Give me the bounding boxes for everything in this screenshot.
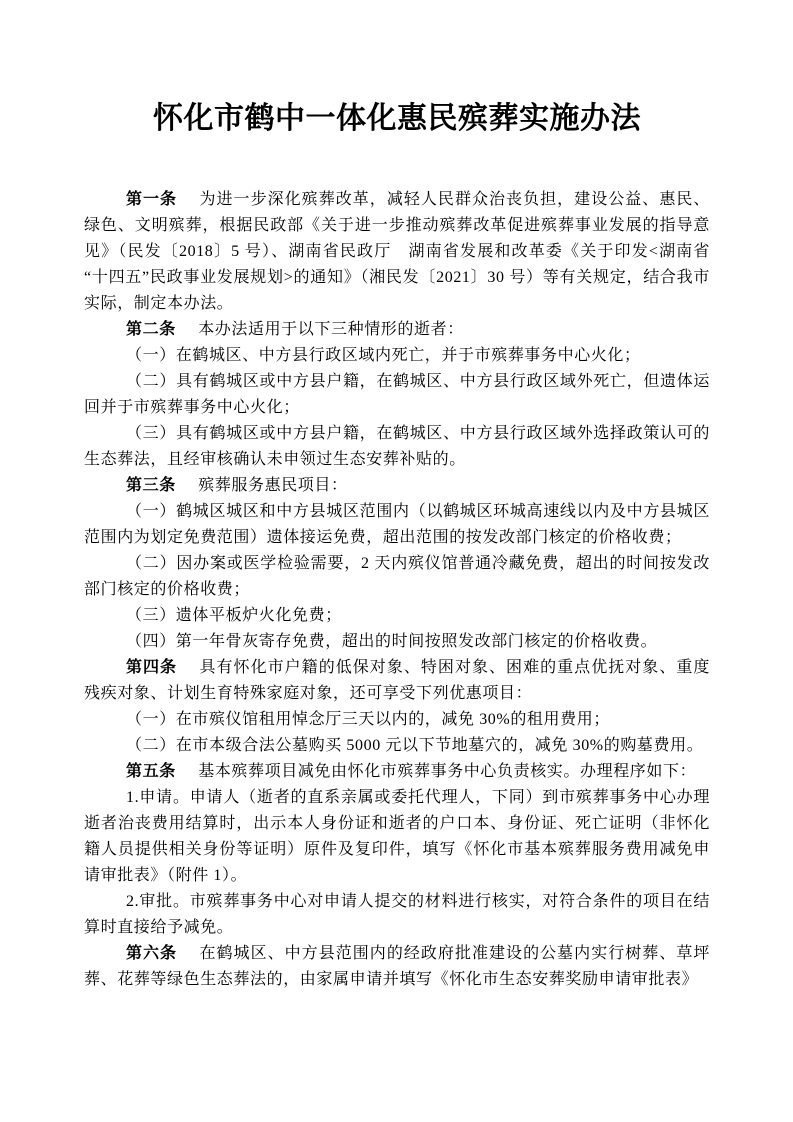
paragraph-text: （二）因办案或医学检验需要，2 天内殡仪馆普通冷藏免费，超出的时间按发改部门核定的价格收费； [84,555,710,598]
article-3-number: 第三条 [126,477,176,494]
article-6-paragraph [84,941,710,993]
paragraph-text: 2.审批。市殡葬事务中心对申请人提交的材料进行核实，对符合条件的项目在结算时直接给予减免。 [84,893,710,936]
paragraph-text: （一）在市殡仪馆租用悼念厅三天以内的，减免 30%的租用费用； [126,711,610,728]
article-2-item-2 [84,369,710,421]
article-4-item-2 [84,733,710,759]
article-2-item-1 [84,343,710,369]
article-3-item-3 [84,603,710,629]
article-5-number: 第五条 [126,763,176,780]
paragraph-text: （三）遗体平板炉火化免费； [126,607,342,624]
article-4-number: 第四条 [126,659,178,676]
paragraph-text: （四）第一年骨灰寄存免费，超出的时间按照发改部门核定的价格收费。 [126,633,658,650]
article-5-step-1 [84,785,710,889]
paragraph-text: （一）鹤城区城区和中方县城区范围内（以鹤城区环城高速线以内及中方县城区范围内为划定免费范围）遗体接运免费，超出范围的按发改部门核定的价格收费； [84,503,710,546]
article-2-item-3 [84,421,710,473]
paragraph-text: （二）在市本级合法公墓购买 5000 元以下节地墓穴的，减免 30%的购墓费用。 [126,737,704,754]
paragraph-text: 在鹤城区、中方县范围内的经政府批准建设的公墓内实行树葬、草坪葬、花葬等绿色生态葬法的，由家属申请并填写《怀化市生态安葬奖励申请审批表》 [84,945,710,988]
paragraph-text: 为进一步深化殡葬改革，减轻人民群众治丧负担，建设公益、惠民、绿色、文明殡葬，根据民政部《关于进一步推动殡葬改革促进殡葬事业发展的指导意见》（民发〔2018〕5 号）、湖南省民政厅 湖南省发展和改革委《关于印发<湖南省“十四五”民政事业发展规划>的通知》（湘民发〔2021〕30 号）等有关规定，结合我市实际，制定本办法。 [84,191,710,312]
article-6-number: 第六条 [126,945,178,962]
article-3-item-1 [84,499,710,551]
paragraph-text: 殡葬服务惠民项目： [198,477,348,494]
paragraph-text: 本办法适用于以下三种情形的逝者： [198,321,464,338]
article-4-item-1 [84,707,710,733]
paragraph-text: 具有怀化市户籍的低保对象、特困对象、困难的重点优抚对象、重度残疾对象、计划生育特殊家庭对象，还可享受下列优惠项目： [84,659,710,702]
article-4-paragraph [84,655,710,707]
document-title: 怀化市鹤中一体化惠民殡葬实施办法 [153,102,641,135]
article-3-paragraph [84,473,710,499]
article-3-item-2 [84,551,710,603]
article-2-paragraph [84,317,710,343]
paragraph-text: （三）具有鹤城区或中方县户籍，在鹤城区、中方县行政区域外选择政策认可的生态葬法，且经审核确认未申领过生态安葬补贴的。 [84,425,710,468]
document-body [84,187,710,993]
article-5-step-2 [84,889,710,941]
paragraph-text: 基本殡葬项目减免由怀化市殡葬事务中心负责核实。办理程序如下： [198,763,697,780]
article-5-paragraph [84,759,710,785]
article-2-number: 第二条 [126,321,176,338]
paragraph-text: （一）在鹤城区、中方县行政区域内死亡，并于市殡葬事务中心火化； [126,347,641,364]
article-1-paragraph [84,187,710,317]
paragraph-text: 1.申请。申请人（逝者的直系亲属或委托代理人，下同）到市殡葬事务中心办理逝者治丧费用结算时，出示本人身份证和逝者的户口本、身份证、死亡证明（非怀化籍人员提供相关身份等证明）原件及复印件，填写《怀化市基本殡葬服务费用减免申请审批表》（附件 1）。 [84,789,710,884]
paragraph-text: （二）具有鹤城区或中方县户籍，在鹤城区、中方县行政区域外死亡，但遗体运回并于市殡葬事务中心火化； [84,373,710,416]
article-1-number: 第一条 [126,191,178,208]
article-3-item-4 [84,629,710,655]
